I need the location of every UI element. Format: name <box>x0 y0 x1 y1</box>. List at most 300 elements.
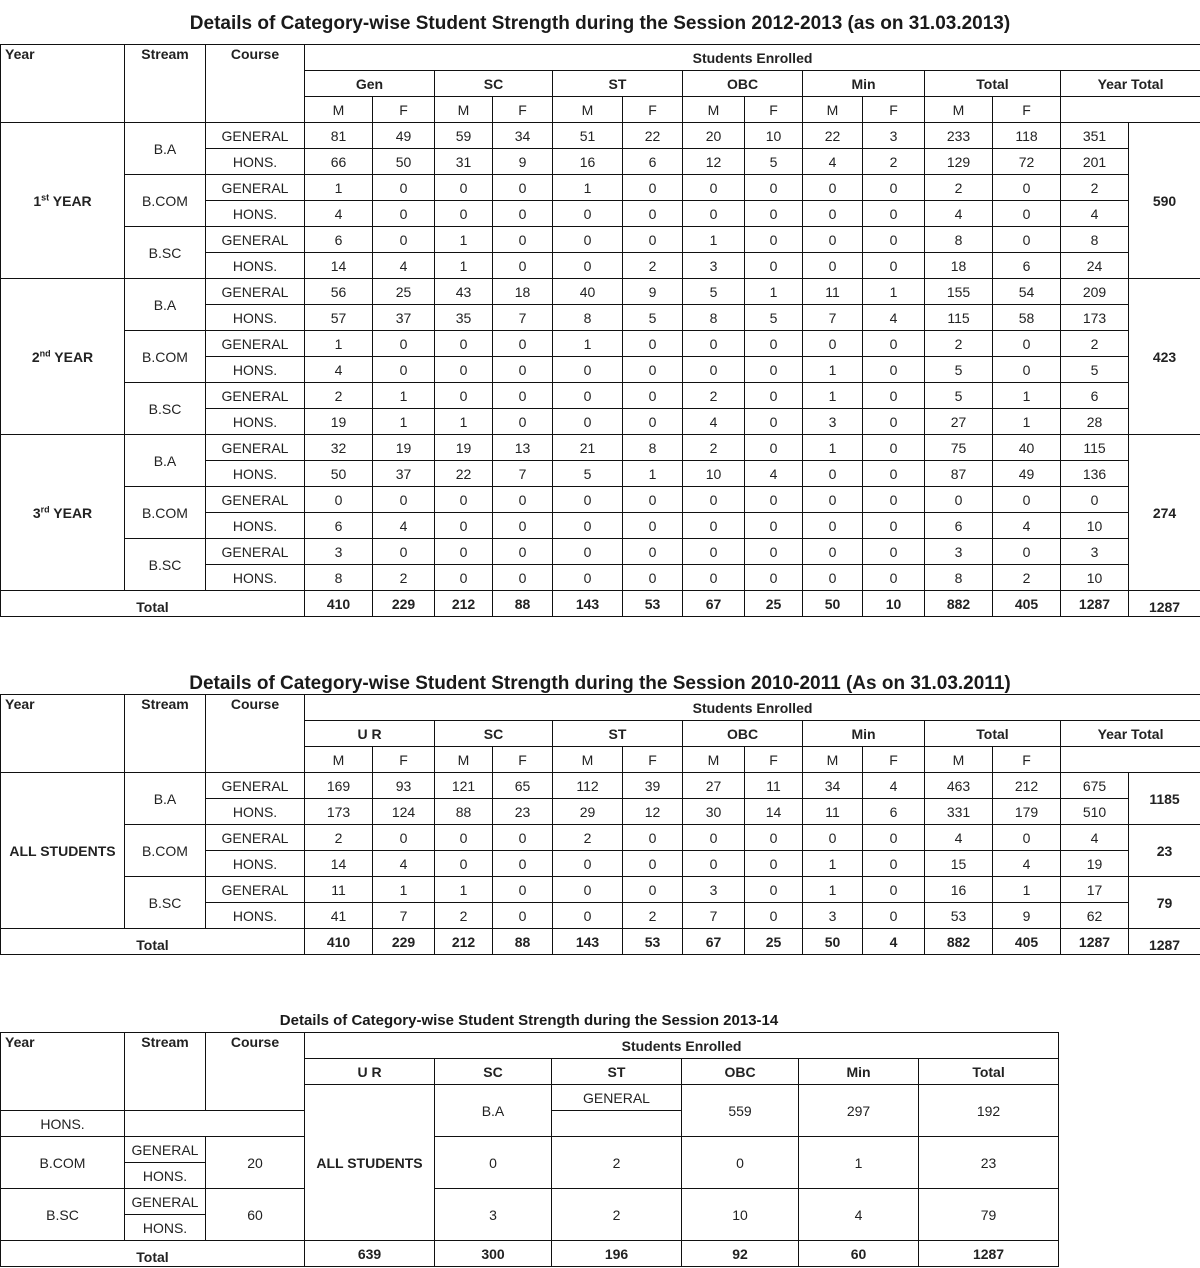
total-value-cell: 4 <box>863 929 925 955</box>
table-title: Details of Category-wise Student Strength during the Session 2013-14 <box>279 1012 779 1029</box>
value-cell: 39 <box>623 773 683 799</box>
male-header: M <box>925 97 993 123</box>
value-cell: 1 <box>993 877 1061 903</box>
course-cell: HONS. <box>1 1111 125 1137</box>
value-cell: 4 <box>373 851 435 877</box>
value-cell: 81 <box>305 123 373 149</box>
table-row <box>1 279 1200 305</box>
value-cell: 1 <box>623 461 683 487</box>
value-cell: 6 <box>993 253 1061 279</box>
value-cell: 1 <box>745 279 803 305</box>
value-cell: 0 <box>493 825 553 851</box>
total-value-cell: 60 <box>799 1241 919 1267</box>
value-cell: 19 <box>373 435 435 461</box>
course-cell: HONS. <box>206 409 305 435</box>
value-cell: 0 <box>745 331 803 357</box>
value-cell: 0 <box>553 851 623 877</box>
value-cell: 3 <box>435 1189 552 1241</box>
value-cell: 0 <box>863 331 925 357</box>
value-cell: 169 <box>305 773 373 799</box>
row-total-cell: 510 <box>1061 799 1129 825</box>
value-cell: 49 <box>993 461 1061 487</box>
value-cell: 23 <box>919 1137 1059 1189</box>
value-cell: 0 <box>925 487 993 513</box>
category-header: Min <box>799 1059 919 1085</box>
value-cell: 3 <box>305 539 373 565</box>
value-cell: 7 <box>493 461 553 487</box>
total-label: Total <box>1 591 305 617</box>
total-label: Total <box>1 929 305 955</box>
value-cell: 0 <box>373 539 435 565</box>
value-cell: 1 <box>799 1137 919 1189</box>
value-cell: 0 <box>803 175 863 201</box>
total-value-cell: 229 <box>373 929 435 955</box>
course-cell: HONS. <box>206 799 305 825</box>
value-cell: 0 <box>553 903 623 929</box>
value-cell: 179 <box>993 799 1061 825</box>
category-header: Total <box>925 71 1061 97</box>
value-cell: 12 <box>683 149 745 175</box>
value-cell: 11 <box>305 877 373 903</box>
course-cell: GENERAL <box>552 1085 682 1111</box>
value-cell: 19 <box>435 435 493 461</box>
total-value-cell: 53 <box>623 591 683 617</box>
row-total-cell: 3 <box>1061 539 1129 565</box>
value-cell: 6 <box>305 513 373 539</box>
value-cell: 0 <box>623 331 683 357</box>
value-cell: 3 <box>683 253 745 279</box>
value-cell: 1 <box>373 877 435 903</box>
course-cell: HONS. <box>206 149 305 175</box>
total-value-cell: 300 <box>435 1241 552 1267</box>
value-cell: 0 <box>623 877 683 903</box>
course-cell: HONS. <box>206 513 305 539</box>
male-header: M <box>683 747 745 773</box>
total-value-cell: 405 <box>993 591 1061 617</box>
course-cell: HONS. <box>206 461 305 487</box>
value-cell: 6 <box>623 149 683 175</box>
total-value-cell: 25 <box>745 929 803 955</box>
value-cell: 1 <box>305 175 373 201</box>
value-cell: 9 <box>493 149 553 175</box>
course-cell: GENERAL <box>125 1137 206 1163</box>
value-cell: 35 <box>435 305 493 331</box>
value-cell: 1 <box>435 253 493 279</box>
course-cell: GENERAL <box>206 331 305 357</box>
value-cell: 0 <box>863 227 925 253</box>
male-header: M <box>305 747 373 773</box>
value-cell: 21 <box>553 435 623 461</box>
value-cell: 0 <box>553 201 623 227</box>
value-cell: 53 <box>925 903 993 929</box>
value-cell: 0 <box>863 903 925 929</box>
value-cell: 118 <box>993 123 1061 149</box>
value-cell: 0 <box>435 1137 552 1189</box>
value-cell: 0 <box>745 175 803 201</box>
value-cell: 559 <box>682 1085 799 1137</box>
male-header: M <box>435 747 493 773</box>
table-row <box>1 487 1200 513</box>
stream-total-cell: 23 <box>1129 825 1200 877</box>
students-enrolled-header: Students Enrolled <box>305 1033 1059 1059</box>
female-header: F <box>623 747 683 773</box>
value-cell: 50 <box>305 461 373 487</box>
value-cell: 14 <box>305 253 373 279</box>
value-cell: 0 <box>745 227 803 253</box>
value-cell: 0 <box>803 461 863 487</box>
total-value-cell: 229 <box>373 591 435 617</box>
course-cell: GENERAL <box>206 227 305 253</box>
value-cell: 0 <box>745 487 803 513</box>
value-cell: 0 <box>803 253 863 279</box>
value-cell: 0 <box>745 513 803 539</box>
value-cell: 0 <box>553 227 623 253</box>
year-total-blank <box>1061 97 1200 123</box>
stream-total-cell: 79 <box>1129 877 1200 929</box>
category-header: SC <box>435 721 553 747</box>
value-cell: 0 <box>803 201 863 227</box>
value-cell: 1 <box>435 877 493 903</box>
value-cell: 0 <box>863 461 925 487</box>
value-cell: 4 <box>863 773 925 799</box>
value-cell: 2 <box>683 383 745 409</box>
row-total-cell: 115 <box>1061 435 1129 461</box>
value-cell: 2 <box>863 149 925 175</box>
value-cell: 1 <box>553 331 623 357</box>
value-cell: 0 <box>803 825 863 851</box>
row-total-cell: 2 <box>1061 331 1129 357</box>
category-header: U R <box>305 1059 435 1085</box>
value-cell: 16 <box>553 149 623 175</box>
value-cell: 0 <box>993 539 1061 565</box>
value-cell: 18 <box>493 279 553 305</box>
table-row <box>1 435 1200 461</box>
row-total-cell: 351 <box>1061 123 1129 149</box>
table-row <box>1 1137 1059 1163</box>
value-cell: 0 <box>553 539 623 565</box>
year-cell <box>1 279 125 435</box>
value-cell: 0 <box>305 487 373 513</box>
table-row <box>1 383 1200 409</box>
value-cell: 0 <box>623 825 683 851</box>
value-cell: 0 <box>435 487 493 513</box>
value-cell: 9 <box>623 279 683 305</box>
course-cell: GENERAL <box>206 825 305 851</box>
year-total-header: Year Total <box>1061 721 1200 747</box>
value-cell: 7 <box>493 305 553 331</box>
value-cell: 0 <box>803 487 863 513</box>
value-cell: 0 <box>493 253 553 279</box>
value-cell: 30 <box>683 799 745 825</box>
year-suffix: st <box>41 191 50 202</box>
course-cell: HONS. <box>206 253 305 279</box>
value-cell: 1 <box>803 851 863 877</box>
value-cell: 4 <box>305 357 373 383</box>
value-cell: 29 <box>553 799 623 825</box>
row-total-cell: 19 <box>1061 851 1129 877</box>
value-cell: 0 <box>863 253 925 279</box>
course-cell: GENERAL <box>206 877 305 903</box>
category-header: OBC <box>683 71 803 97</box>
year-number: 1 <box>33 192 42 209</box>
stream-header: Stream <box>125 695 206 773</box>
course-header: Course <box>206 45 305 123</box>
value-cell: 1 <box>803 435 863 461</box>
category-header: ST <box>553 721 683 747</box>
value-cell: 233 <box>925 123 993 149</box>
total-value-cell: 88 <box>493 591 553 617</box>
female-header: F <box>863 747 925 773</box>
course-cell: HONS. <box>206 305 305 331</box>
stream-cell: B.SC <box>125 877 206 929</box>
value-cell: 0 <box>493 487 553 513</box>
value-cell: 5 <box>745 149 803 175</box>
value-cell: 0 <box>493 175 553 201</box>
stream-cell: B.COM <box>1 1137 125 1189</box>
value-cell: 0 <box>863 383 925 409</box>
year-header: Year <box>1 45 125 123</box>
value-cell: 0 <box>682 1137 799 1189</box>
value-cell: 4 <box>993 513 1061 539</box>
female-header: F <box>993 97 1061 123</box>
table-title: Details of Category-wise Student Strength during the Session 2012-2013 (as on 31.03.2013) <box>189 13 1011 34</box>
course-cell: GENERAL <box>206 123 305 149</box>
value-cell: 0 <box>553 513 623 539</box>
value-cell: 1 <box>803 357 863 383</box>
value-cell: 1 <box>993 383 1061 409</box>
value-cell: 0 <box>493 903 553 929</box>
value-cell: 1 <box>803 877 863 903</box>
stream-cell: B.A <box>125 279 206 331</box>
value-cell: 10 <box>683 461 745 487</box>
value-cell: 10 <box>682 1189 799 1241</box>
value-cell: 40 <box>993 435 1061 461</box>
row-total-cell: 5 <box>1061 357 1129 383</box>
value-cell: 297 <box>799 1085 919 1137</box>
value-cell: 10 <box>745 123 803 149</box>
value-cell: 0 <box>993 331 1061 357</box>
row-total-cell: 10 <box>1061 513 1129 539</box>
value-cell: 0 <box>683 201 745 227</box>
value-cell: 0 <box>745 435 803 461</box>
total-label: Total <box>1 1241 305 1267</box>
value-cell: 6 <box>305 227 373 253</box>
value-cell: 115 <box>925 305 993 331</box>
students-enrolled-header: Students Enrolled <box>305 695 1200 721</box>
total-value-cell: 50 <box>803 591 863 617</box>
value-cell: 4 <box>993 851 1061 877</box>
stream-cell: B.COM <box>125 825 206 877</box>
value-cell: 11 <box>803 279 863 305</box>
year-number: 3 <box>32 504 41 521</box>
value-cell: 0 <box>745 409 803 435</box>
value-cell: 3 <box>863 123 925 149</box>
year-suffix: rd <box>40 503 50 514</box>
value-cell: 4 <box>803 149 863 175</box>
value-cell: 112 <box>553 773 623 799</box>
value-cell: 0 <box>683 487 745 513</box>
value-cell: 0 <box>623 539 683 565</box>
course-cell: GENERAL <box>125 1189 206 1215</box>
value-cell: 0 <box>493 227 553 253</box>
course-cell: GENERAL <box>206 435 305 461</box>
row-total-cell: 24 <box>1061 253 1129 279</box>
value-cell: 4 <box>863 305 925 331</box>
female-header: F <box>373 747 435 773</box>
row-total-cell: 6 <box>1061 383 1129 409</box>
total-value-cell: 212 <box>435 929 493 955</box>
course-cell: GENERAL <box>206 175 305 201</box>
value-cell: 5 <box>925 357 993 383</box>
year-cell <box>1 123 125 279</box>
value-cell: 8 <box>925 227 993 253</box>
value-cell: 8 <box>623 435 683 461</box>
value-cell: 0 <box>863 487 925 513</box>
value-cell: 0 <box>745 253 803 279</box>
value-cell: 37 <box>373 305 435 331</box>
value-cell: 41 <box>305 903 373 929</box>
course-cell: HONS. <box>206 851 305 877</box>
table-row <box>1 773 1200 799</box>
value-cell: 66 <box>305 149 373 175</box>
table-row <box>1 825 1200 851</box>
value-cell: 23 <box>493 799 553 825</box>
value-cell: 0 <box>993 357 1061 383</box>
value-cell: 0 <box>623 175 683 201</box>
value-cell: 3 <box>683 877 745 903</box>
value-cell: 56 <box>305 279 373 305</box>
year-word: YEAR <box>50 348 94 365</box>
value-cell: 0 <box>863 825 925 851</box>
value-cell: 0 <box>623 409 683 435</box>
value-cell: 65 <box>493 773 553 799</box>
stream-total-cell: 1185 <box>1129 773 1200 825</box>
male-header: M <box>683 97 745 123</box>
female-header: F <box>623 97 683 123</box>
value-cell: 32 <box>305 435 373 461</box>
value-cell: 0 <box>435 175 493 201</box>
row-total-cell: 8 <box>1061 227 1129 253</box>
row-total-cell: 136 <box>1061 461 1129 487</box>
value-cell: 0 <box>863 175 925 201</box>
value-cell: 463 <box>925 773 993 799</box>
value-cell: 0 <box>993 227 1061 253</box>
row-total-cell: 0 <box>1061 487 1129 513</box>
course-cell: GENERAL <box>206 773 305 799</box>
value-cell: 50 <box>373 149 435 175</box>
value-cell: 0 <box>493 851 553 877</box>
year-total-cell: 274 <box>1129 435 1200 591</box>
value-cell: 2 <box>305 825 373 851</box>
value-cell: 4 <box>305 201 373 227</box>
total-value-cell: 67 <box>683 929 745 955</box>
value-cell: 4 <box>373 513 435 539</box>
value-cell: 124 <box>373 799 435 825</box>
value-cell: 34 <box>493 123 553 149</box>
value-cell: 0 <box>373 825 435 851</box>
value-cell: 0 <box>435 331 493 357</box>
value-cell: 5 <box>683 279 745 305</box>
value-cell: 0 <box>553 357 623 383</box>
value-cell: 1 <box>373 383 435 409</box>
stream-cell: B.A <box>435 1085 552 1137</box>
value-cell: 0 <box>993 825 1061 851</box>
value-cell: 75 <box>925 435 993 461</box>
table-row <box>1 1189 1059 1215</box>
value-cell: 51 <box>553 123 623 149</box>
value-cell: 1 <box>553 175 623 201</box>
value-cell: 12 <box>623 799 683 825</box>
total-value-cell: 196 <box>552 1241 682 1267</box>
value-cell: 0 <box>683 825 745 851</box>
row-total-cell: 62 <box>1061 903 1129 929</box>
value-cell: 58 <box>993 305 1061 331</box>
total-value-cell: 405 <box>993 929 1061 955</box>
value-cell: 0 <box>553 877 623 903</box>
value-cell: 18 <box>925 253 993 279</box>
row-total-cell: 28 <box>1061 409 1129 435</box>
students-enrolled-header: Students Enrolled <box>305 45 1200 71</box>
course-cell: GENERAL <box>206 539 305 565</box>
student-strength-table-2010-11 <box>0 694 1200 955</box>
value-cell: 37 <box>373 461 435 487</box>
value-cell: 2 <box>373 565 435 591</box>
stream-cell: B.A <box>125 773 206 825</box>
year-total-cell: 423 <box>1129 279 1200 435</box>
value-cell: 0 <box>373 331 435 357</box>
course-cell: HONS. <box>125 1215 206 1241</box>
value-cell: 2 <box>993 565 1061 591</box>
course-header: Course <box>206 1033 305 1111</box>
stream-cell: B.COM <box>125 331 206 383</box>
male-header: M <box>553 747 623 773</box>
value-cell: 0 <box>435 565 493 591</box>
value-cell: 0 <box>993 487 1061 513</box>
female-header: F <box>493 97 553 123</box>
value-cell: 1 <box>683 227 745 253</box>
value-cell: 2 <box>925 331 993 357</box>
course-header: Course <box>206 695 305 773</box>
stream-cell: B.A <box>125 435 206 487</box>
value-cell: 2 <box>435 903 493 929</box>
table-row <box>1 539 1200 565</box>
total-value-cell: 88 <box>493 929 553 955</box>
table-row <box>1 227 1200 253</box>
total-value-cell: 882 <box>925 929 993 955</box>
grand-total-cell: 1287 <box>1129 591 1200 617</box>
value-cell: 0 <box>373 227 435 253</box>
course-cell: GENERAL <box>206 279 305 305</box>
value-cell: 2 <box>553 825 623 851</box>
course-cell: HONS. <box>206 903 305 929</box>
value-cell: 22 <box>435 461 493 487</box>
value-cell: 1 <box>863 279 925 305</box>
category-header: Gen <box>305 71 435 97</box>
value-cell: 0 <box>493 409 553 435</box>
value-cell: 0 <box>623 851 683 877</box>
value-cell: 2 <box>623 253 683 279</box>
year-total-blank <box>1061 747 1200 773</box>
value-cell: 3 <box>803 409 863 435</box>
total-value-cell: 1287 <box>919 1241 1059 1267</box>
value-cell: 8 <box>925 565 993 591</box>
value-cell: 0 <box>435 357 493 383</box>
value-cell: 0 <box>863 851 925 877</box>
value-cell: 0 <box>863 877 925 903</box>
stream-cell: B.COM <box>125 175 206 227</box>
value-cell: 79 <box>919 1189 1059 1241</box>
total-value-cell: 25 <box>745 591 803 617</box>
